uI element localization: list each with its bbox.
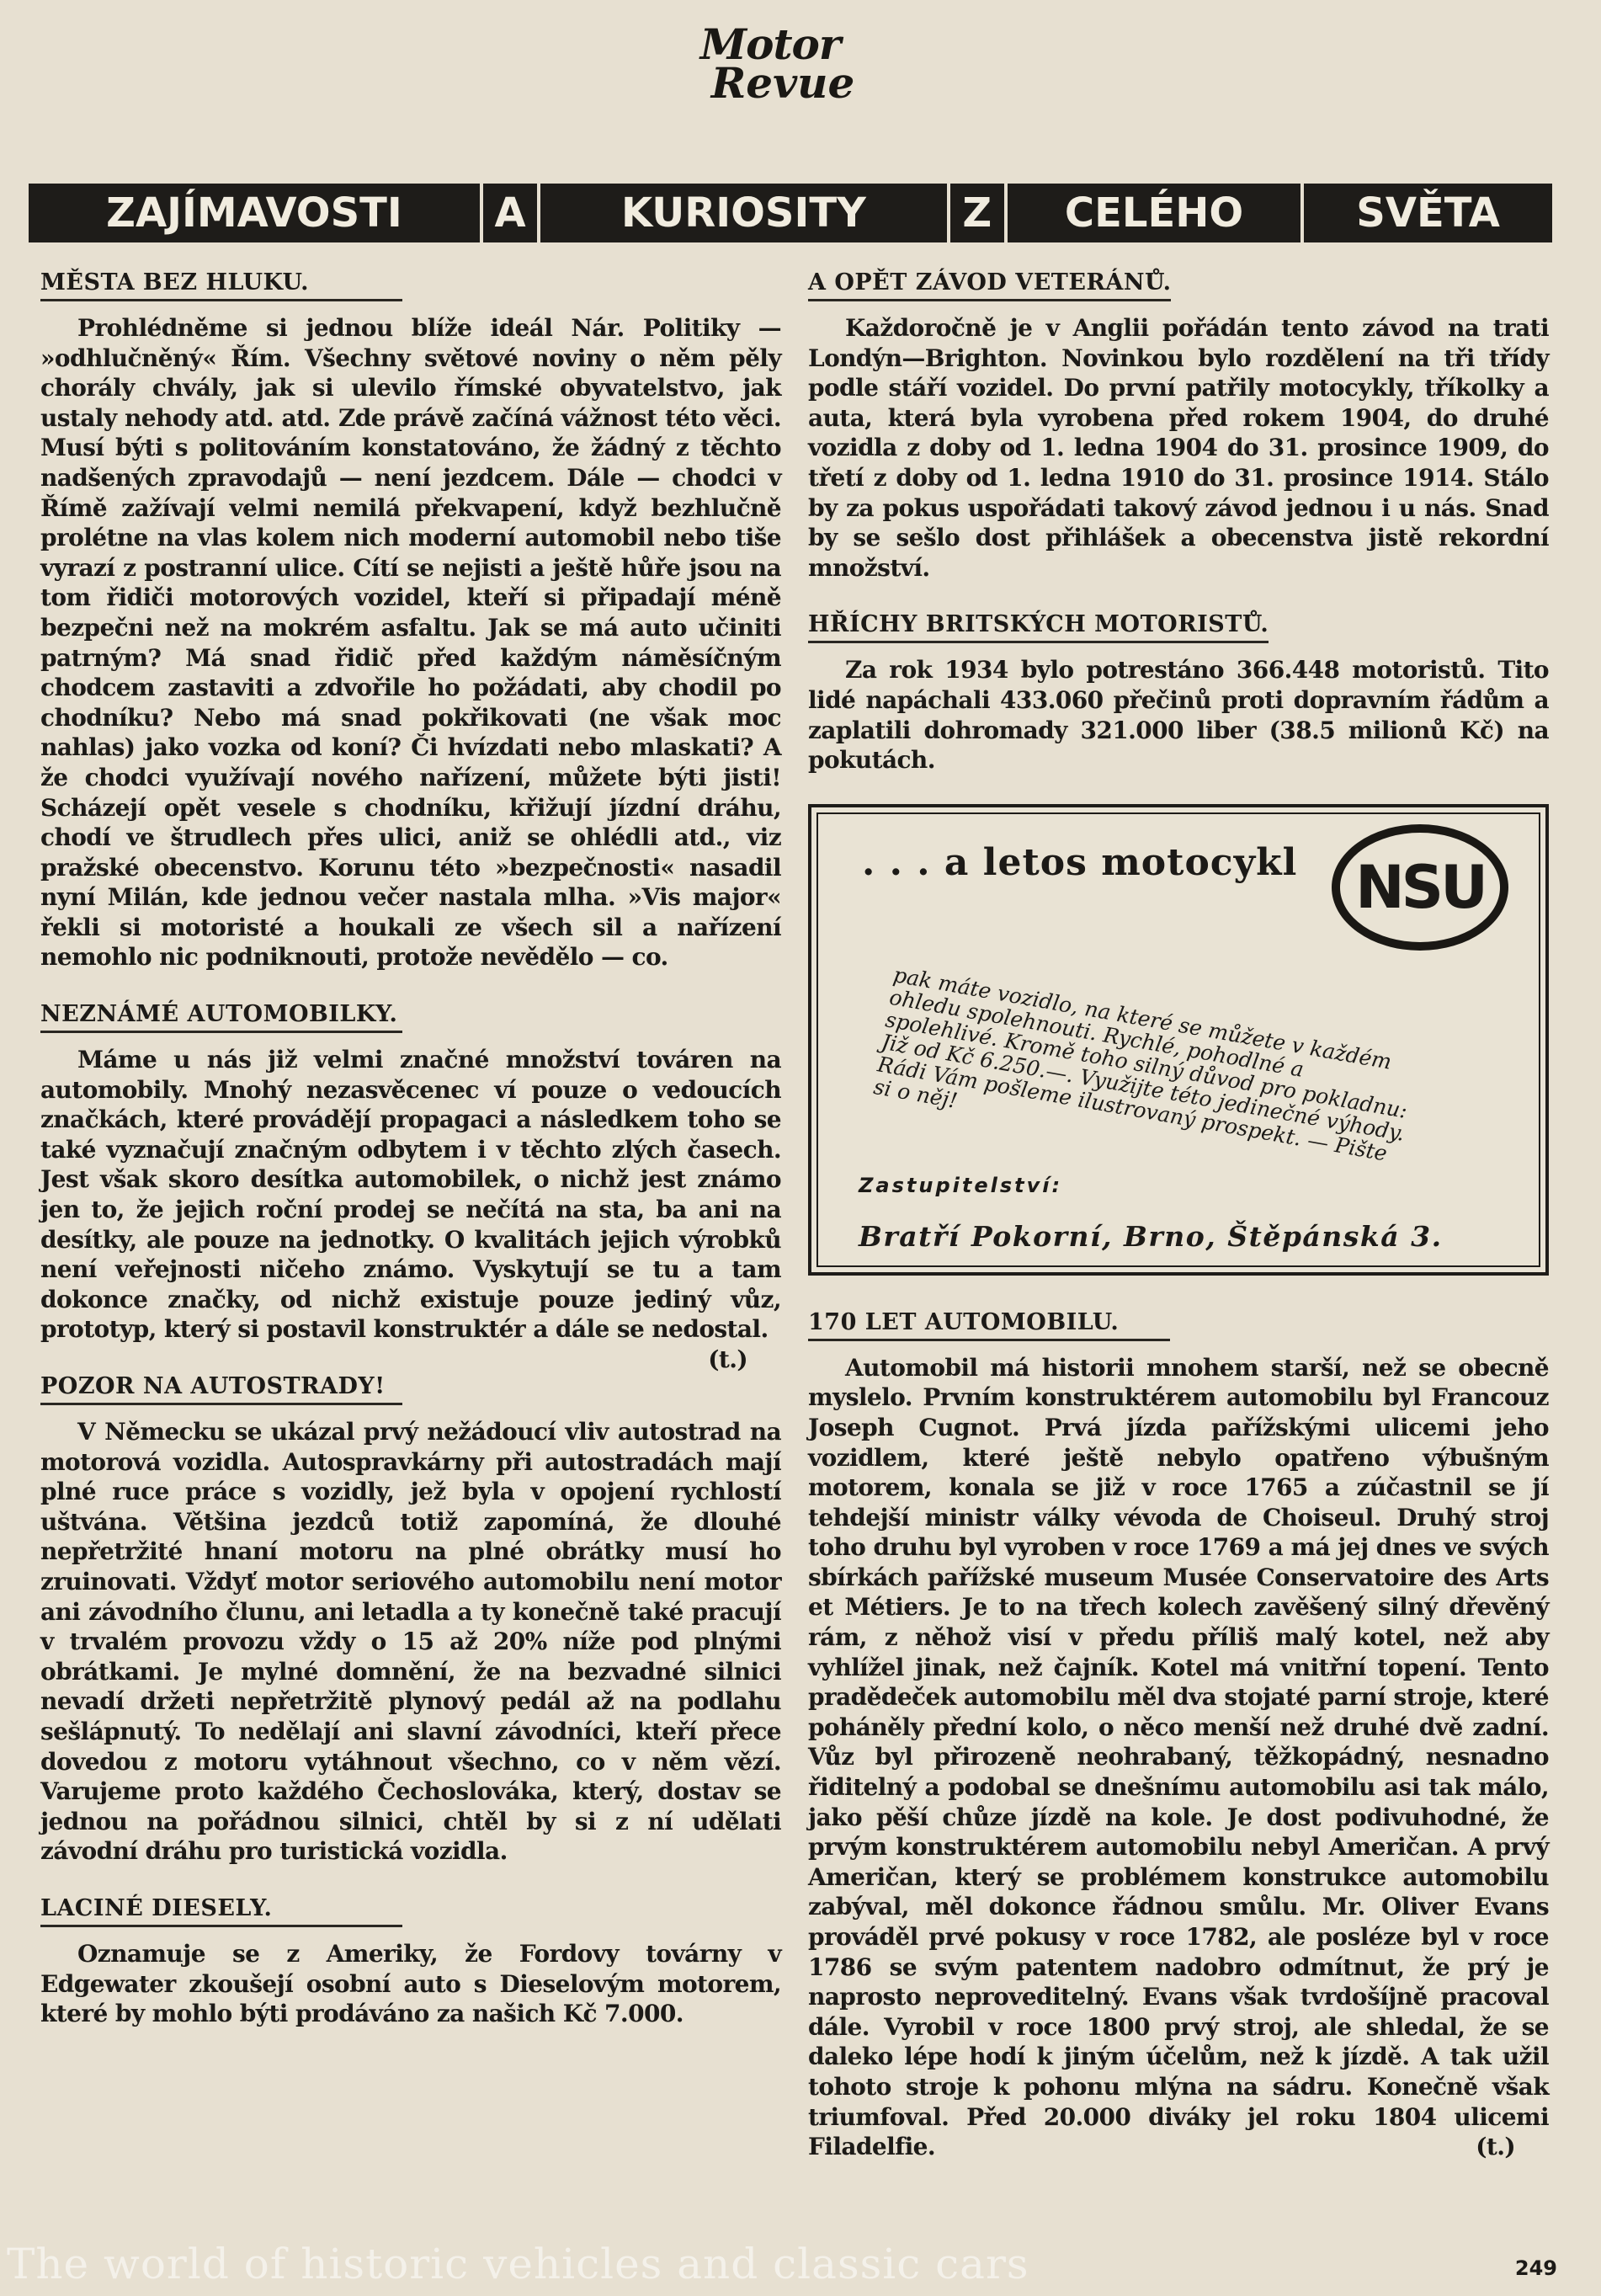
article: [40, 1373, 781, 1867]
article-signature: (t.): [708, 1345, 747, 1373]
banner-word: A: [483, 184, 537, 242]
banner-word: Z: [950, 184, 1004, 242]
article-body: V Německu se ukázal prvý nežádoucí vliv autostrad na motorová vozidla. Autospravkárny při autostradách mají plné ruce práce s vozidly, jež byla v opojení rychlostí uštvána. Většina jezdců totiž zapomíná, že dlouhé nepřetržité hnaní motoru na plné obrátky musí ho zruinovati. Vždyť motor seriového automobilu není motor ani závodního člunu, ani letadla a ty konečně také pracují v trvalém provozu vždy o 15 až 20% níže pod plnými obrátkami. Je mylné domnění, že na bezvadné silnici nevadí držeti nepřetržitě plynový pedál až na podlahu sešlápnutý. To nedělají ani slavní závodníci, kteří přece dovedou z motoru vytáhnout všechno, co v něm vězí. Varujeme proto každého Čechoslováka, který, dostav se jednou na pořádnou silnici, chtěl by si z ní udělati závodní dráhu pro turistická vozidla.: [40, 1418, 781, 1866]
logo-line-1: Motor: [699, 19, 841, 69]
banner-word: ZAJÍMAVOSTI: [29, 184, 480, 242]
article: [808, 1309, 1549, 2162]
article-heading: LACINÉ DIESELY.: [40, 1895, 402, 1927]
article-body: Prohlédněme si jednou blíže ideál Nár. Politiky — »odhlučněný« Řím. Všechny světové noviny o něm pěly chorály chvály, jak si ulevilo římské obyvatelstvo, jak ustaly nehody atd. atd. Zde právě začíná vážnost této věci. Musí býti s politováním konstatováno, že žádný z těchto nadšených zpravodajů — není jezdcem. Dále — chodci v Římě zažívají velmi nemilá překvapení, když bezhlučně prolétne na vlas kolem nich moderní automobil nebo tiše vyrazí z postranní ulice. Cítí se nejisti a ještě hůře jsou na tom řidiči motorových vozidel, kteří si připadají méně bezpečni než na mokrém asfaltu. Jak se má auto učiniti patrným? Má snad řidič před každým náměsíčným chodcem zastaviti a zdvořile ho požádati, aby chodil po chodníku? Nebo má snad pokřikovati (ne však moc nahlas) jako vozka od koní? Či hvízdati nebo mlaskati? A že chodci využívají nového nařízení, můžete býti jisti! Scházejí opět vesele s chodníku, křižují jízdní dráhu, chodí ve štrudlech přes ulici, aniž se ohlédli atd., viz pražské obecenstvo. Korunu této »bezpečnosti« nasadil nyní Milán, kde jednou večer nastala mlha. »Vis major« řekli si motoristé a houkali ze všech sil a nařízení nemohlo nic podniknouti, protože nevědělo — co.: [40, 314, 781, 972]
article-heading: HŘÍCHY BRITSKÝCH MOTORISTŮ.: [808, 611, 1269, 643]
article-body: Máme u nás již velmi značné množství továren na automobily. Mnohý nezasvěcenec ví pouze o vedoucích značkách, které provádějí propagaci a následkem toho se také vyznačují značným odbytem i v těchto zlých časech. Jest však skoro desítka automobilek, o nichž jest známo jen to, že jejich roční prodej se nečítá na sta, ba ani na desítky, ale pouze na jednotky. O kvalitách jejich výrobků není veřejnosti ničeho známo. Vyskytují se tu a tam dokonce značky, od nichž existuje pouze jediný vůz, prototyp, který si postavil konstruktér a dále se nedostal. (t.): [40, 1046, 781, 1373]
article-body: Oznamuje se z Ameriky, že Fordovy továrny v Edgewater zkoušejí osobní auto s Dieselovým motorem, které by mohlo býti prodáváno za našich Kč 7.000.: [40, 1939, 781, 2028]
right-column: [808, 269, 1549, 2191]
watermark: The world of historic vehicles and classic cars: [7, 2240, 1029, 2288]
article-heading: A OPĚT ZÁVOD VETERÁNŮ.: [808, 269, 1171, 301]
article: [40, 1895, 781, 2029]
article-body: Automobil má historii mnohem starší, než se obecně myslelo. Prvním konstruktérem automobilu byl Francouz Joseph Cugnot. Prvá jízda pařížskými ulicemi jeho vozidlem, které ještě nebylo opatřeno výbušným motorem, konala se již v roce 1765 a zúčastnil se jí tehdejší ministr války vévoda de Choiseul. Druhý stroj toho druhu byl vyroben v roce 1769 a má jej dnes ve svých sbírkách pařížské museum Musée Conservatoire des Arts et Métiers. Je to na třech kolech zavěšený silný dřevěný rám, z něhož visí v předu příliš malý kotel, než aby vyhlížel jinak, než čajník. Kotel má vnitřní topení. Tento pradědeček automobilu měl dva stojaté parní stroje, které poháněly přední kolo, o něco menší než druhé dvě zadní. Vůz byl přirozeně neohrabaný, těžkopádný, nesnadno řiditelný a podobal se dnešnímu automobilu asi tak málo, jako pěší chůze jízdě na kole. Je dost podivuhodné, že prvým konstruktérem automobilu nebyl Američan. A prvý Američan, který se problémem konstrukce automobilu zabýval, měl dokonce řádnou smůlu. Mr. Oliver Evans prováděl prvé pokusy v roce 1782, ale posléze byl v roce 1786 se svým patentem nadobro odmítnut, že prý je naprosto neproveditelný. Evans však tvrdošíjně pracoval dále. Vyrobil v roce 1800 prvý stroj, ale shledal, že se daleko lépe hodí k jiným účelům, než k jízdě. A tak užil tohoto stroje k pohonu mlýna na sádru. Konečně však triumfoval. Před 20.000 diváky jel roku 1804 ulicemi Filadelfie. (t.): [808, 1353, 1549, 2161]
page-number: 249: [1514, 2256, 1557, 2280]
article: [808, 611, 1549, 775]
nsu-logo: NSU: [1332, 824, 1508, 951]
article-body: Každoročně je v Anglii pořádán tento závod na trati Londýn—Brighton. Novinkou bylo rozdělení na tři třídy podle stáří vozidel. Do první patřily motocykly, tříkolky a auta, která byla vyrobena před rokem 1904, do druhé vozidla z doby od 1. ledna 1904 do 31. prosince 1909, do třetí z doby od 1. ledna 1910 do 31. prosince 1914. Stálo by za pokus uspořádati takový závod jednou i u nás. Snad by se sešlo dost přihlášek a obecenstva jistě rekordní množství.: [808, 314, 1549, 582]
article-heading: POZOR NA AUTOSTRADY!: [40, 1373, 402, 1405]
article-body: Za rok 1934 bylo potrestáno 366.448 motoristů. Tito lidé napáchali 433.060 přečinů proti dopravním řádům a zaplatili dohromady 321.000 liber (38.5 milionů Kč) na pokutách.: [808, 656, 1549, 775]
article-heading: NEZNÁMÉ AUTOMOBILKY.: [40, 1001, 402, 1033]
nsu-advertisement: [808, 804, 1549, 1276]
article: [808, 269, 1549, 583]
banner-word: SVĚTA: [1304, 184, 1552, 242]
ad-title: . . . a letos motocykl: [862, 840, 1298, 884]
article: [40, 269, 781, 972]
title-banner: [29, 184, 1552, 242]
left-column: [40, 269, 781, 2058]
logo-line-2: Revue: [710, 58, 855, 108]
ad-address: Bratří Pokorní, Brno, Štěpánská 3.: [859, 1219, 1443, 1253]
ad-agency-label: Zastupitelství:: [859, 1173, 1063, 1197]
banner-word: CELÉHO: [1008, 184, 1300, 242]
banner-word: KURIOSITY: [540, 184, 946, 242]
article-heading: 170 LET AUTOMOBILU.: [808, 1309, 1170, 1341]
article-heading: MĚSTA BEZ HLUKU.: [40, 269, 402, 301]
ad-text: pak máte vozidlo, na které se můžete v každém ohledu spolehnouti. Rychlé, pohodlné a spolehlivé. Kromě toho silný důvod pro pokladnu: Již od Kč 6.250.—. Využijte této jedinečné výhody. Rádi Vám pošleme ilustrovaný prospekt. — Pište si o něj!: [871, 962, 1410, 1166]
article-signature: (t.): [1476, 2133, 1515, 2161]
article: [40, 1001, 781, 1373]
motor-revue-logo: [673, 19, 867, 108]
